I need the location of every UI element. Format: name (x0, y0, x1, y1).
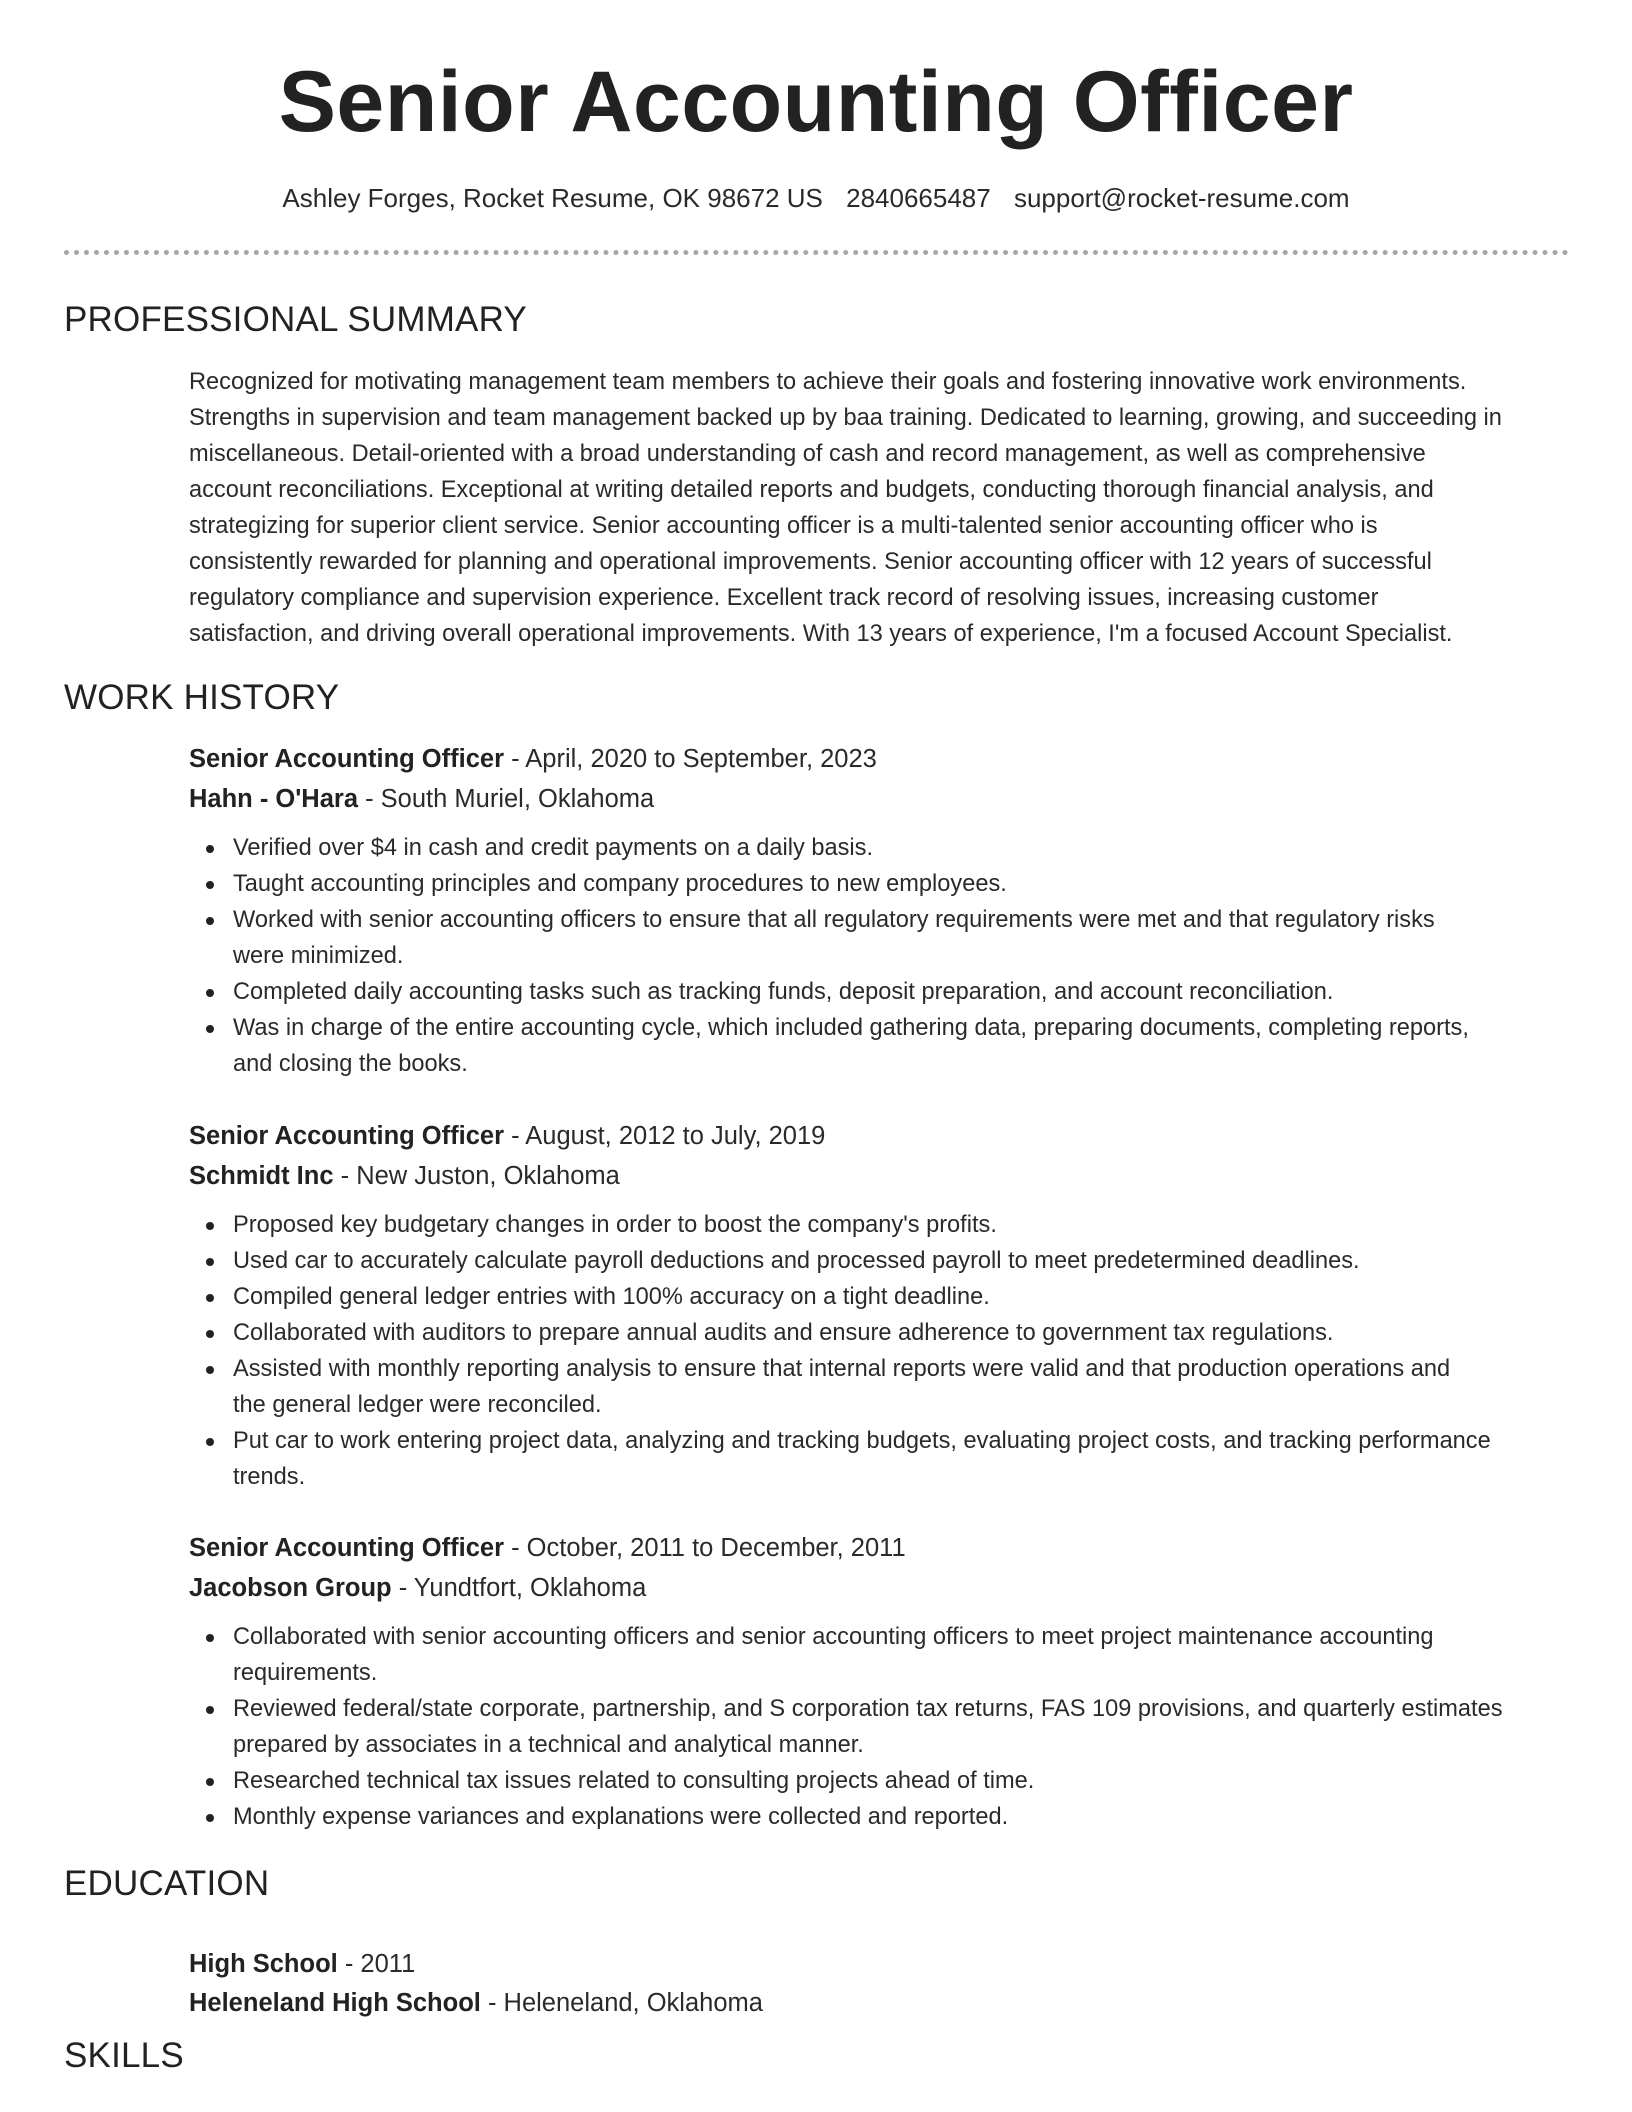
job-bullet-line: Worked with senior accounting officers to ensure that all regulatory requirements were met and that regulatory risks (233, 907, 1435, 933)
job-bullet-list (189, 1619, 1569, 1835)
job-bullet-line: and closing the books. (233, 1051, 468, 1077)
summary-line: consistently rewarded for planning and operational improvements. Senior accounting officer with 12 years of successful (189, 549, 1432, 575)
job-location: - South Muriel, Oklahoma (358, 785, 655, 813)
job-bullet (233, 830, 1569, 866)
job-bullet-line: Used car to accurately calculate payroll deductions and processed payroll to meet predetermined deadlines. (233, 1248, 1360, 1274)
job-bullet-line: were minimized. (233, 943, 404, 969)
job-title-line (189, 1528, 1569, 1568)
job-bullet-line: Collaborated with auditors to prepare annual audits and ensure adherence to government tax regulations. (233, 1320, 1334, 1346)
job-bullet (233, 1351, 1569, 1423)
job-bullet (233, 1207, 1569, 1243)
education-school: Heleneland High School (189, 1989, 481, 2017)
job-bullet-line: Reviewed federal/state corporate, partnership, and S corporation tax returns, FAS 109 provisions, and quarterly estimates (233, 1696, 1503, 1722)
job-entry (189, 1116, 1569, 1495)
job-title: Senior Accounting Officer (189, 1122, 505, 1150)
job-bullet-line: Collaborated with senior accounting officers and senior accounting officers to meet project maintenance accounting (233, 1624, 1434, 1650)
contact-line (0, 180, 1632, 216)
job-dates: - August, 2012 to July, 2019 (504, 1122, 826, 1150)
summary-line: satisfaction, and driving overall operational improvements. With 13 years of experience, I'm a focused Account Specialist. (189, 621, 1453, 647)
job-bullet-list (189, 1207, 1569, 1495)
section-title-work-history: WORK HISTORY (64, 678, 340, 717)
education-degree: High School (189, 1950, 338, 1978)
resume-name-heading: Senior Accounting Officer (278, 54, 1354, 150)
job-bullet (233, 1315, 1569, 1351)
job-company-line (189, 1156, 1569, 1196)
job-bullet-line: Taught accounting principles and company procedures to new employees. (233, 871, 1007, 897)
job-bullet-line: the general ledger were reconciled. (233, 1392, 602, 1418)
job-dates: - October, 2011 to December, 2011 (504, 1534, 906, 1562)
job-bullet-list (189, 830, 1569, 1082)
job-entry (189, 739, 1569, 1082)
job-bullet-line: Researched technical tax issues related to consulting projects ahead of time. (233, 1768, 1035, 1794)
job-company-line (189, 779, 1569, 819)
job-bullet (233, 1423, 1569, 1495)
education-year: - 2011 (337, 1950, 416, 1978)
job-bullet (233, 866, 1569, 902)
summary-line: account reconciliations. Exceptional at writing detailed reports and budgets, conducting thorough financial analysis, and (189, 477, 1434, 503)
section-title-skills: SKILLS (64, 2036, 184, 2075)
job-bullet (233, 1763, 1569, 1799)
summary-line: Strengths in supervision and team management backed up by baa training. Dedicated to learning, growing, and succeeding in (189, 405, 1502, 431)
section-title-education: EDUCATION (64, 1864, 270, 1903)
job-bullet (233, 1691, 1569, 1763)
job-bullet-line: Assisted with monthly reporting analysis to ensure that internal reports were valid and that production operations and (233, 1356, 1451, 1382)
job-bullet-line: Monthly expense variances and explanations were collected and reported. (233, 1804, 1009, 1830)
job-dates: - April, 2020 to September, 2023 (504, 745, 877, 773)
job-bullet-line: Completed daily accounting tasks such as tracking funds, deposit preparation, and account reconciliation. (233, 979, 1334, 1005)
job-bullet-line: Proposed key budgetary changes in order to boost the company's profits. (233, 1212, 997, 1238)
contact-address: Ashley Forges, Rocket Resume, OK 98672 US (282, 183, 823, 213)
summary-line: strategizing for superior client service. Senior accounting officer is a multi-talented senior accounting officer who is (189, 513, 1378, 539)
contact-email[interactable]: support@rocket-resume.com (1013, 183, 1350, 213)
job-bullet-line: requirements. (233, 1660, 378, 1686)
job-bullet (233, 1279, 1569, 1315)
job-title-line (189, 1116, 1569, 1156)
job-entry (189, 1528, 1569, 1835)
job-title: Senior Accounting Officer (189, 1534, 505, 1562)
job-title-line (189, 739, 1569, 779)
professional-summary (189, 364, 1569, 652)
job-bullet-line: Was in charge of the entire accounting cycle, which included gathering data, preparing documents, completing reports, (233, 1015, 1469, 1041)
job-bullet-line: Compiled general ledger entries with 100% accuracy on a tight deadline. (233, 1284, 990, 1310)
job-company: Jacobson Group (189, 1574, 392, 1602)
job-bullet (233, 1010, 1569, 1082)
education-entry (189, 1945, 1569, 2023)
education-location: - Heleneland, Oklahoma (480, 1989, 763, 2017)
summary-line: Recognized for motivating management team members to achieve their goals and fostering innovative work environments. (189, 369, 1467, 395)
job-bullet (233, 974, 1569, 1010)
education-school-line (189, 1984, 1569, 2023)
job-location: - Yundtfort, Oklahoma (391, 1574, 647, 1602)
job-location: - New Juston, Oklahoma (333, 1162, 620, 1190)
summary-line: regulatory compliance and supervision experience. Excellent track record of resolving issues, increasing customer (189, 585, 1379, 611)
header-divider (64, 250, 1569, 255)
job-company: Schmidt Inc (189, 1162, 334, 1190)
job-bullet-line: trends. (233, 1464, 306, 1490)
section-title-summary: PROFESSIONAL SUMMARY (64, 300, 527, 339)
job-bullet (233, 1619, 1569, 1691)
job-bullet (233, 1243, 1569, 1279)
job-company: Hahn - O'Hara (189, 785, 359, 813)
contact-phone: 2840665487 (846, 183, 991, 213)
summary-line: miscellaneous. Detail-oriented with a broad understanding of cash and record management, as well as comprehensive (189, 441, 1426, 467)
education-degree-line (189, 1945, 1569, 1984)
job-bullet-line: prepared by associates in a technical and analytical manner. (233, 1732, 864, 1758)
job-company-line (189, 1568, 1569, 1608)
job-bullet-line: Verified over $4 in cash and credit payments on a daily basis. (233, 835, 874, 861)
job-bullet-line: Put car to work entering project data, analyzing and tracking budgets, evaluating project costs, and tracking performance (233, 1428, 1491, 1454)
job-bullet (233, 1799, 1569, 1835)
job-bullet (233, 902, 1569, 974)
job-title: Senior Accounting Officer (189, 745, 505, 773)
